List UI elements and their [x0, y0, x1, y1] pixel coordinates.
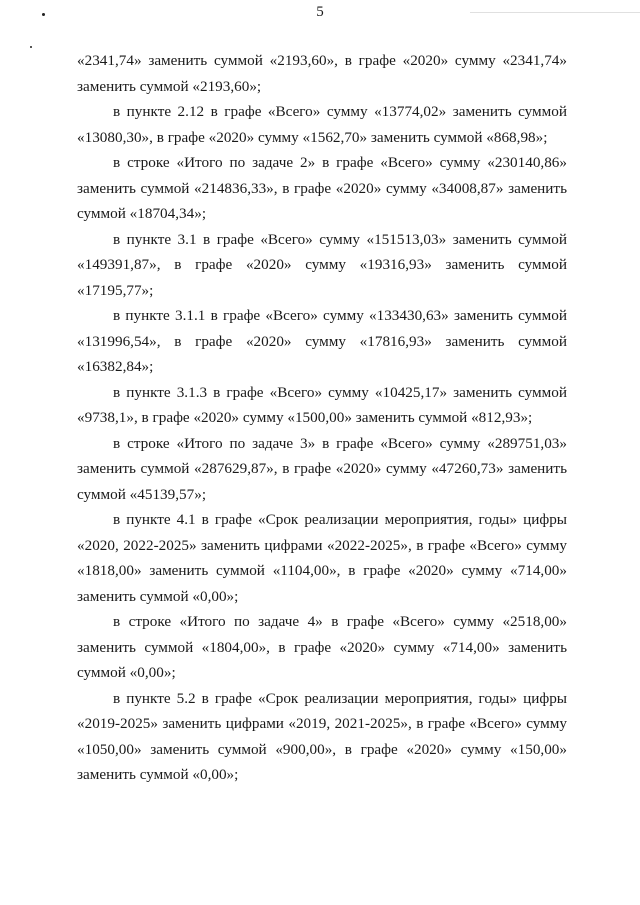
- paragraph-total-task-2: в строке «Итого по задаче 2» в графе «Всего» сумму «230140,86» заменить суммой «214836,33», в графе «2020» сумму «34008,87» заменить суммой «18704,34»;: [77, 154, 567, 222]
- paragraph-item-4-1: в пункте 4.1 в графе «Срок реализации мероприятия, годы» цифры «2020, 2022-2025» заменить цифрами «2022-2025», в графе «Всего» сумму «1818,00» заменить суммой «1104,00», в графе «2020» сумму «714,00» заменить суммой «0,00»;: [77, 511, 567, 605]
- paragraph-item-2-12: в пункте 2.12 в графе «Всего» сумму «13774,02» заменить суммой «13080,30», в графе «2020» сумму «1562,70» заменить суммой «868,98»;: [77, 103, 567, 146]
- paragraph-item-5-2: в пункте 5.2 в графе «Срок реализации мероприятия, годы» цифры «2019-2025» заменить цифрами «2019, 2021-2025», в графе «Всего» сумму «1050,00» заменить суммой «900,00», в графе «2020» сумму «150,00» заменить суммой «0,00»;: [77, 689, 567, 783]
- page-number: 5: [316, 4, 324, 20]
- paragraph-item-3-1-3: в пункте 3.1.3 в графе «Всего» сумму «10425,17» заменить суммой «9738,1», в графе «2020» сумму «1500,00» заменить суммой «812,93»;: [77, 383, 567, 426]
- paragraph-total-task-3: в строке «Итого по задаче 3» в графе «Всего» сумму «289751,03» заменить суммой «287629,87», в графе «2020» сумму «47260,73» заменить суммой «45139,57»;: [77, 434, 567, 503]
- scan-mark-dot: [30, 46, 32, 48]
- paragraph-continuation: «2341,74» заменить суммой «2193,60», в графе «2020» сумму «2341,74» заменить суммой «2193,60»;: [77, 52, 567, 95]
- paragraph-item-3-1: в пункте 3.1 в графе «Всего» сумму «151513,03» заменить суммой «149391,87», в графе «2020» сумму «19316,93» заменить суммой «17195,77»;: [77, 230, 567, 299]
- paragraph-total-task-4: в строке «Итого по задаче 4» в графе «Всего» сумму «2518,00» заменить суммой «1804,00», в графе «2020» сумму «714,00» заменить суммой «0,00»;: [77, 613, 567, 681]
- document-body: [77, 48, 567, 788]
- paragraph-item-3-1-1: в пункте 3.1.1 в графе «Всего» сумму «133430,63» заменить суммой «131996,54», в графе «2020» сумму «17816,93» заменить суммой «16382,84»;: [77, 307, 567, 375]
